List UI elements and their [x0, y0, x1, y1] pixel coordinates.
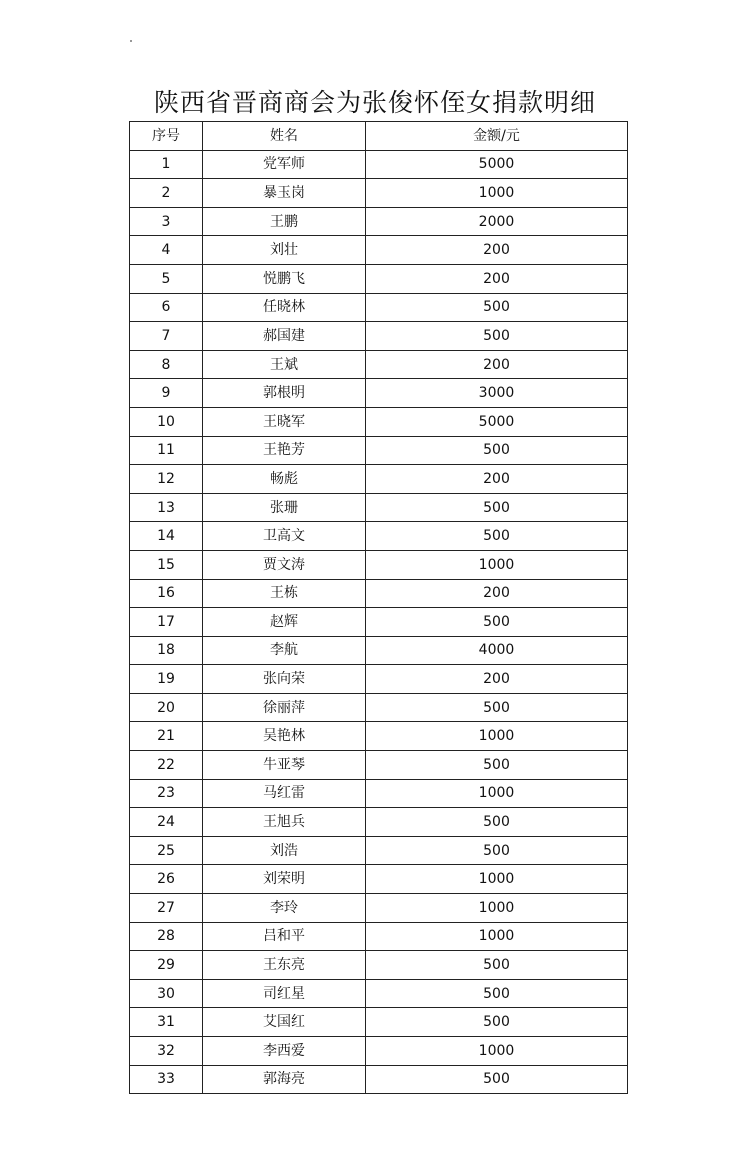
row-amount: 200	[366, 236, 628, 265]
row-name: 暴玉岗	[203, 179, 366, 208]
row-no: 7	[130, 322, 203, 351]
row-name: 王栋	[203, 579, 366, 608]
row-amount: 200	[366, 350, 628, 379]
row-amount: 1000	[366, 722, 628, 751]
row-no: 12	[130, 465, 203, 494]
row-amount: 200	[366, 579, 628, 608]
row-name: 司红星	[203, 979, 366, 1008]
table-row	[130, 751, 628, 780]
row-name: 郝国建	[203, 322, 366, 351]
row-no: 10	[130, 407, 203, 436]
row-no: 15	[130, 550, 203, 579]
row-no: 19	[130, 665, 203, 694]
table-body	[130, 150, 628, 1094]
row-no: 22	[130, 751, 203, 780]
table-row	[130, 179, 628, 208]
row-no: 9	[130, 379, 203, 408]
row-amount: 500	[366, 693, 628, 722]
row-no: 6	[130, 293, 203, 322]
row-no: 1	[130, 150, 203, 179]
row-no: 16	[130, 579, 203, 608]
row-amount: 1000	[366, 550, 628, 579]
row-name: 刘荣明	[203, 865, 366, 894]
row-no: 30	[130, 979, 203, 1008]
row-no: 26	[130, 865, 203, 894]
row-no: 21	[130, 722, 203, 751]
row-name: 艾国红	[203, 1008, 366, 1037]
row-amount: 500	[366, 608, 628, 637]
row-name: 马红雷	[203, 779, 366, 808]
table-row	[130, 865, 628, 894]
row-amount: 1000	[366, 779, 628, 808]
row-no: 32	[130, 1037, 203, 1066]
row-name: 李西爱	[203, 1037, 366, 1066]
row-amount: 1000	[366, 894, 628, 923]
row-name: 刘壮	[203, 236, 366, 265]
row-amount: 500	[366, 493, 628, 522]
row-no: 31	[130, 1008, 203, 1037]
table-row	[130, 636, 628, 665]
row-name: 牛亚琴	[203, 751, 366, 780]
table-row	[130, 1065, 628, 1094]
row-no: 14	[130, 522, 203, 551]
row-no: 18	[130, 636, 203, 665]
row-name: 吴艳林	[203, 722, 366, 751]
row-name: 王鹏	[203, 207, 366, 236]
row-amount: 500	[366, 1065, 628, 1094]
row-no: 8	[130, 350, 203, 379]
page-title: 陕西省晋商商会为张俊怀侄女捐款明细	[153, 88, 596, 117]
row-name: 刘浩	[203, 836, 366, 865]
row-name: 郭根明	[203, 379, 366, 408]
table-row	[130, 264, 628, 293]
table-row	[130, 322, 628, 351]
row-name: 畅彪	[203, 465, 366, 494]
row-name: 卫高文	[203, 522, 366, 551]
donation-table	[129, 121, 628, 1094]
row-amount: 500	[366, 522, 628, 551]
row-name: 王东亮	[203, 951, 366, 980]
table-row	[130, 207, 628, 236]
row-no: 11	[130, 436, 203, 465]
row-no: 33	[130, 1065, 203, 1094]
row-no: 27	[130, 894, 203, 923]
table-row	[130, 979, 628, 1008]
row-no: 3	[130, 207, 203, 236]
row-no: 23	[130, 779, 203, 808]
table-row	[130, 779, 628, 808]
row-amount: 1000	[366, 922, 628, 951]
table-row	[130, 379, 628, 408]
row-amount: 500	[366, 979, 628, 1008]
table-row	[130, 522, 628, 551]
row-amount: 500	[366, 1008, 628, 1037]
table-row	[130, 1008, 628, 1037]
table-row	[130, 150, 628, 179]
row-name: 贾文涛	[203, 550, 366, 579]
table-row	[130, 550, 628, 579]
row-no: 28	[130, 922, 203, 951]
row-name: 张珊	[203, 493, 366, 522]
row-amount: 200	[366, 465, 628, 494]
row-amount: 500	[366, 951, 628, 980]
row-name: 悦鹏飞	[203, 264, 366, 293]
row-amount: 500	[366, 836, 628, 865]
scan-speck	[130, 40, 132, 42]
row-name: 赵辉	[203, 608, 366, 637]
table-row	[130, 836, 628, 865]
row-amount: 4000	[366, 636, 628, 665]
row-amount: 200	[366, 665, 628, 694]
table-row	[130, 407, 628, 436]
header-no: 序号	[130, 122, 203, 151]
row-no: 29	[130, 951, 203, 980]
row-name: 徐丽萍	[203, 693, 366, 722]
table-row	[130, 493, 628, 522]
table-row	[130, 693, 628, 722]
row-name: 李玲	[203, 894, 366, 923]
row-amount: 1000	[366, 179, 628, 208]
row-name: 郭海亮	[203, 1065, 366, 1094]
row-no: 24	[130, 808, 203, 837]
row-amount: 1000	[366, 865, 628, 894]
table-row	[130, 350, 628, 379]
row-amount: 500	[366, 322, 628, 351]
row-name: 王斌	[203, 350, 366, 379]
row-no: 5	[130, 264, 203, 293]
table-row	[130, 951, 628, 980]
table-row	[130, 465, 628, 494]
row-name: 张向荣	[203, 665, 366, 694]
row-amount: 500	[366, 293, 628, 322]
header-name: 姓名	[203, 122, 366, 151]
row-amount: 1000	[366, 1037, 628, 1066]
row-no: 2	[130, 179, 203, 208]
row-name: 吕和平	[203, 922, 366, 951]
table-row	[130, 236, 628, 265]
row-amount: 2000	[366, 207, 628, 236]
table-header-row	[130, 122, 628, 151]
row-name: 任晓林	[203, 293, 366, 322]
row-no: 20	[130, 693, 203, 722]
row-amount: 500	[366, 436, 628, 465]
table-row	[130, 665, 628, 694]
row-amount: 500	[366, 751, 628, 780]
row-amount: 5000	[366, 407, 628, 436]
table-row	[130, 436, 628, 465]
table-row	[130, 722, 628, 751]
row-name: 王晓军	[203, 407, 366, 436]
row-name: 党军师	[203, 150, 366, 179]
row-amount: 5000	[366, 150, 628, 179]
table-row	[130, 808, 628, 837]
row-name: 王艳芳	[203, 436, 366, 465]
row-amount: 500	[366, 808, 628, 837]
row-no: 4	[130, 236, 203, 265]
table-row	[130, 1037, 628, 1066]
row-no: 25	[130, 836, 203, 865]
table-row	[130, 608, 628, 637]
row-name: 王旭兵	[203, 808, 366, 837]
table-row	[130, 894, 628, 923]
table-row	[130, 579, 628, 608]
row-no: 13	[130, 493, 203, 522]
row-amount: 3000	[366, 379, 628, 408]
row-no: 17	[130, 608, 203, 637]
header-amount: 金额/元	[366, 122, 628, 151]
table-row	[130, 922, 628, 951]
table-row	[130, 293, 628, 322]
row-name: 李航	[203, 636, 366, 665]
row-amount: 200	[366, 264, 628, 293]
